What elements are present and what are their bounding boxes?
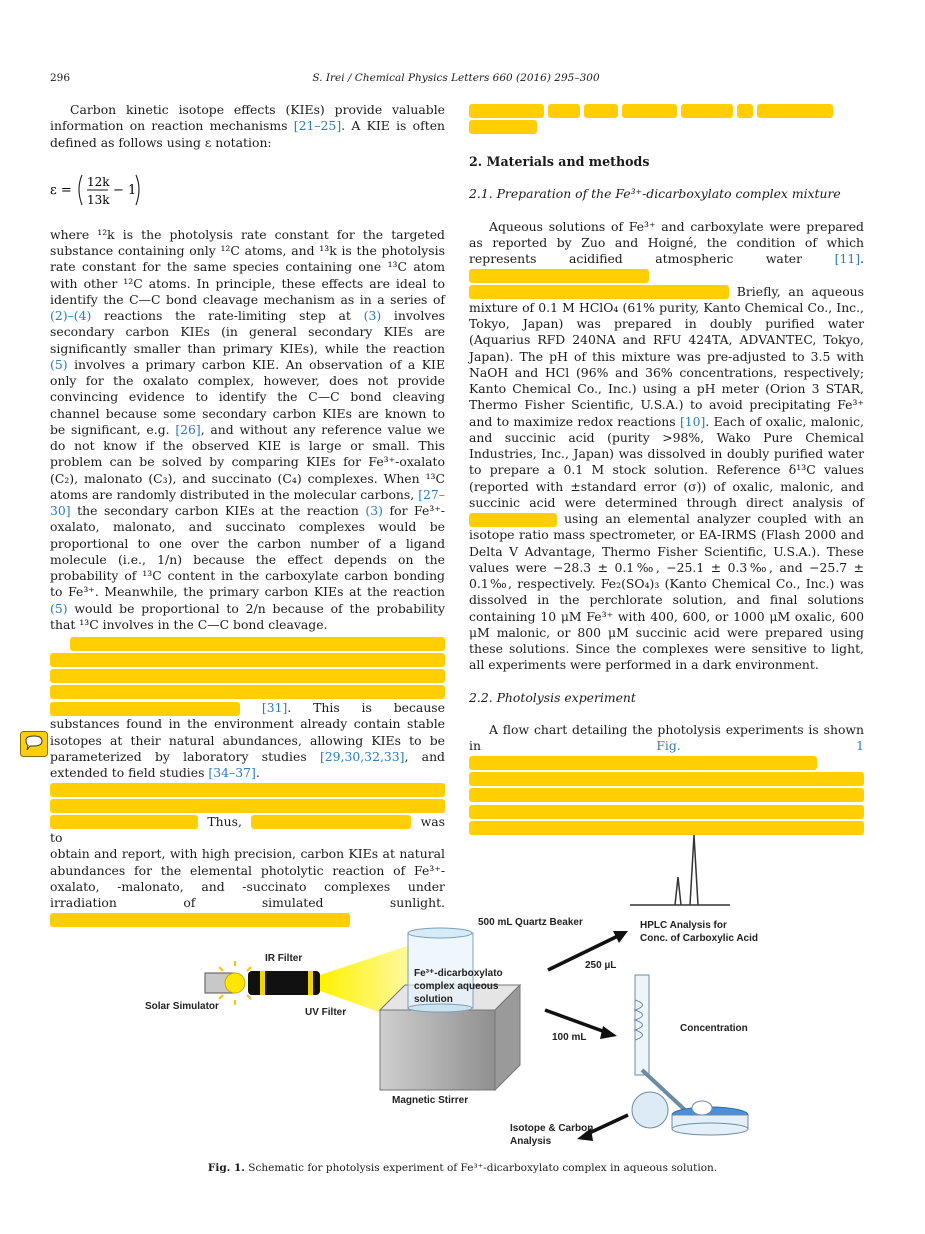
highlight-annotation[interactable] [622,104,677,118]
highlight-annotation[interactable] [469,513,557,527]
highlight-annotation[interactable] [469,772,864,786]
highlight-annotation[interactable] [469,120,537,134]
volume-100: 100 mL [552,1032,587,1043]
kie-equation [50,161,445,217]
highlight-annotation[interactable] [737,104,753,118]
right-column [469,102,864,836]
highlight-annotation[interactable] [70,637,445,651]
highlight-annotation[interactable] [584,104,618,118]
paragraph-preparation: Aqueous solutions of Fe³⁺ and carboxylate were prepared as reported by Zuo and Hoigné, the condition of which represents acidified atmospheric water [11]. Briefly, an aqueous mixture of 0.1 M HClO₄ (61% purity, Kanto Chemical Co., Inc., Tokyo, Japan) was prepared in doubly purified water (Aquarius RFD 240NA and RFU 424TA, ADVANTEC, Tokyo, Japan). The pH of this mixture was pre-adjusted to 3.5 with NaOH and HCl (96% and 36% concentrations, respectively; Kanto Chemical Co., Inc.) using a pH meter (Orion 3 STAR, Thermo Fisher Scientific, U.S.A.) to avoid precipitating Fe³⁺ and to maximize redox reactions [10]. Each of oxalic, malonic, and succinic acid (purity >98%, Wako Pure Chemical Industries, Inc., Japan) was dissolved in doubly purified water to prepare a 0.1 M stock solution. Reference δ¹³C values (reported with ±standard error (σ)) of oxalic, malonic, and succinic acid were determined through direct analysis of using an elemental analyzer coupled with an isotope ratio mass spectrometer, or EA-IRMS (Flash 2000 and Delta V Advantage, Thermo Fisher Scientific, U.S.A.). These values were −28.3 ± 0.1‰, −25.1 ± 0.3‰, and −25.7 ± 0.1‰, respectively. Fe₂(SO₄)₃ (Kanto Chemical Co., Inc.) was dissolved in the perchlorate solution, and final solutions containing 10 μM Fe³⁺ with 400, 600, or 1000 μM oxalic, 600 μM malonic, or 800 μM succinic acid were prepared using these solutions. Since the complexes were sensitive to light, all experiments were performed in a dark environment. [469,218,864,673]
ref-link[interactable]: (3) [365,503,383,518]
paragraph-intro: Carbon kinetic isotope effects (KIEs) provide valuable information on reaction mechanisms [21–25]. A KIE is often defined as follows using ε notation: [50,102,446,150]
highlight-annotation[interactable] [469,104,544,118]
caption-label: Fig. 1. [207,1162,245,1174]
hplc-label-1: HPLC Analysis for [640,920,727,931]
equation-numerator: 12k [87,174,110,189]
ref-link[interactable]: (5) [50,600,68,616]
solution-label-2: complex aqueous [414,981,499,992]
isotope-label-1: Isotope & Carbon [510,1123,594,1134]
ref-link[interactable]: [10] [679,413,706,429]
ref-link[interactable]: [27–30] [50,486,445,518]
equation-denominator: 13k [87,192,110,207]
highlight-annotation[interactable] [469,756,817,770]
ref-link[interactable]: [34–37] [208,765,256,780]
highlight-annotation[interactable] [50,669,445,683]
solution-label-1: Fe³⁺-dicarboxylato [414,968,503,979]
equation-lhs: ε = [50,182,72,198]
caption-text: Schematic for photolysis experiment of Fe³⁺-dicarboxylato complex in aqueous solution. [244,1162,718,1174]
concentration-label: Concentration [680,1023,748,1034]
journal-citation: S. Irei / Chemical Physics Letters 660 (2016) 295–300 [312,72,600,84]
highlight-annotation[interactable] [469,269,649,283]
highlight-annotation[interactable] [681,104,733,118]
highlight-annotation[interactable] [50,653,445,667]
left-column [50,102,445,928]
subsection-title-photolysis: 2.2. Photolysis experiment [469,689,636,705]
paragraph-kie-mechanism: where ¹²k is the photolysis rate constant for the targeted substance containing only ¹²C atoms, and ¹³k is the photolysis rate constant for the same species containing one ¹³C atom with other ¹²C atoms. In principle, these effects are ideal to identify the C—C bond cleavage mechanism as in a series of (2)–(4) reactions the rate-limiting step at (3) involves secondary carbon KIEs (in general secondary KIEs are significantly smaller than primary KIEs), while the reaction (5) involves a primary carbon KIE. An observation of a KIE only for the oxalato complex, however, does not provide convincing evidence to identify the C—C bond cleaving channel because some secondary carbon KIEs are known to be significant, e.g. [26], and without any reference value we do not know if the observed KIE is large or small. This problem can be solved by comparing KIEs for Fe³⁺-oxalato (C₂), malonato (C₃), and succinato (C₄) complexes. When ¹³C atoms are randomly distributed in the molecular carbons, [27–30] the secondary carbon KIEs at the reaction (3) for Fe³⁺-oxalato, malonato, and succinato complexes would be proportional to one over the carbon number of a ligand molecule (i.e., 1/n) because the effect depends on the probability of ¹³C content in the carboxylate carbon bonding to Fe³⁺. Meanwhile, the primary carbon KIEs at the reaction (5) would be proportional to 2/n because of the probability that ¹³C involves in the C—C bond cleavage. [50,226,445,632]
stirrer-label: Magnetic Stirrer [392,1095,469,1106]
isotope-label-2: Analysis [510,1136,552,1147]
beaker-label: 500 mL Quartz Beaker [478,917,583,928]
arrow-to-concentration [545,1010,608,1033]
figure-caption [0,1162,925,1174]
highlight-annotation[interactable] [757,104,833,118]
figure-schematic [130,825,780,1155]
ref-link[interactable]: Fig. 1 [656,738,864,753]
page-header [50,72,862,88]
solution-label-3: solution [414,994,453,1005]
highlight-annotation[interactable] [50,783,445,797]
solar-simulator-label: Solar Simulator [145,1001,219,1012]
highlight-annotation[interactable] [548,104,580,118]
ref-link[interactable]: (2)–(4) [50,308,92,323]
comment-icon[interactable] [20,731,48,757]
paragraph-photolysis: A flow chart detailing the photolysis experiments is shown in Fig. 1 [469,722,864,836]
page-number: 296 [50,72,71,84]
ref-link[interactable]: [29,30,32,33] [319,748,405,764]
ir-filter-label: IR Filter [265,953,303,964]
ref-link[interactable]: [11] [834,251,861,266]
section-title-methods: 2. Materials and methods [469,154,650,169]
hplc-chromatogram [630,835,730,905]
paragraph-natural-abundance: [31]. This is because substances found in the environment already contain stable isotopes at their natural abundances, allowing KIEs to be parameterized by laboratory studies [29,30,32,33], and extended to field studies [34–37]. Thus, was to obtain and report, with high precision, carbon KIEs at natural abundances for the elemental photolytic reaction of Fe³⁺-oxalato, -malonato, and -succinato complexes under irradiation of simulated sunlight. [50,635,445,928]
ref-link[interactable]: [26] [175,421,201,437]
magnetic-stirrer [380,1010,495,1090]
hplc-label-2: Conc. of Carboxylic Acid [640,933,758,944]
ref-link[interactable]: [21–25] [293,118,342,134]
schematic-svg [130,825,780,1155]
highlight-annotation[interactable] [50,685,445,699]
highlight-annotation[interactable] [469,805,864,819]
ref-link[interactable]: (3) [363,308,382,323]
highlight-top [469,102,864,136]
ref-link[interactable]: (5) [50,356,68,372]
uv-filter-label: UV Filter [305,1007,347,1018]
highlight-annotation[interactable] [50,702,240,716]
highlight-annotation[interactable] [50,799,445,813]
highlight-annotation[interactable] [469,285,729,299]
rotary-evaporator [632,975,748,1135]
highlight-annotation[interactable] [469,788,864,802]
subsection-title-preparation: 2.1. Preparation of the Fe³⁺-dicarboxylato complex mixture [469,186,841,202]
ref-link[interactable]: [31] [261,700,288,715]
equation-rest: − 1 [113,182,137,198]
volume-250: 250 µL [585,960,617,971]
